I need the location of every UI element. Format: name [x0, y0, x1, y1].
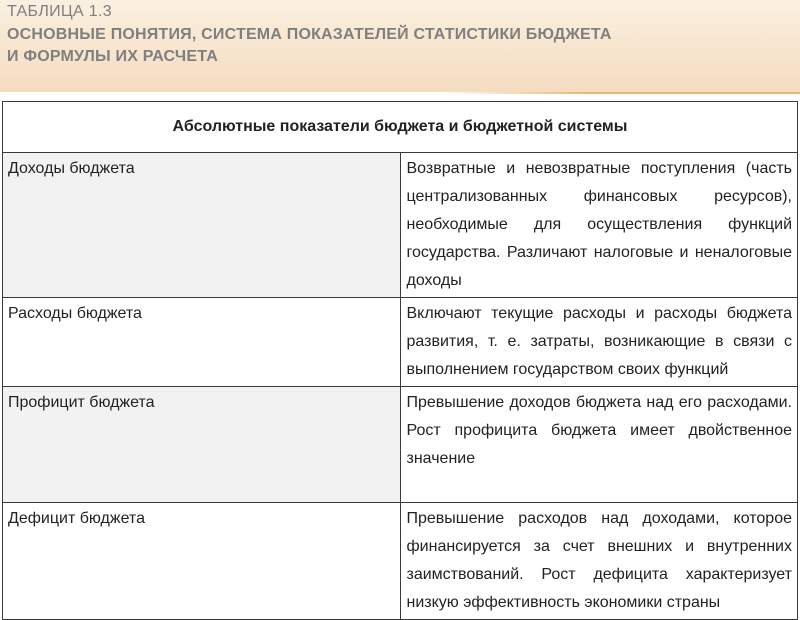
term-cell: Расходы бюджета — [3, 298, 401, 387]
definition-cell: Превышение расходов над доходами, которое финансируется за счет внешних и внутренних заимствований. Рост дефицита характеризует низкую эффективность экономики страны — [400, 503, 798, 620]
table-number-label: ТАБЛИЦА 1.3 — [7, 3, 112, 20]
definition-cell: Включают текущие расходы и расходы бюджета развития, т. е. затраты, возникающие в связи с выполнением государством своих функций — [400, 298, 798, 387]
section-heading: Абсолютные показатели бюджета и бюджетной системы — [3, 102, 798, 153]
budget-indicators-table — [2, 101, 798, 620]
slide-title: ОСНОВНЫЕ ПОНЯТИЯ, СИСТЕМА ПОКАЗАТЕЛЕЙ СТАТИСТИКИ БЮДЖЕТА — [7, 26, 612, 43]
slide-title-block — [0, 0, 800, 92]
definition-cell: Возвратные и невозвратные поступления (часть централизованных финансовых ресурсов), необходимые для осуществления функций государства. Различают налоговые и неналоговые доходы — [400, 153, 798, 298]
term-cell: Профицит бюджета — [3, 387, 401, 503]
term-cell: Дефицит бюджета — [3, 503, 401, 620]
slide-title-continued: И ФОРМУЛЫ ИХ РАСЧЕТА — [7, 48, 218, 65]
decorative-divider — [440, 92, 800, 94]
table-row — [3, 387, 798, 503]
table-row — [3, 153, 798, 298]
table-row — [3, 503, 798, 620]
table-row — [3, 298, 798, 387]
section-heading-row — [3, 102, 798, 153]
term-cell: Доходы бюджета — [3, 153, 401, 298]
definition-cell: Превышение доходов бюджета над его расходами. Рост профицита бюджета имеет двойственное значение — [400, 387, 798, 503]
